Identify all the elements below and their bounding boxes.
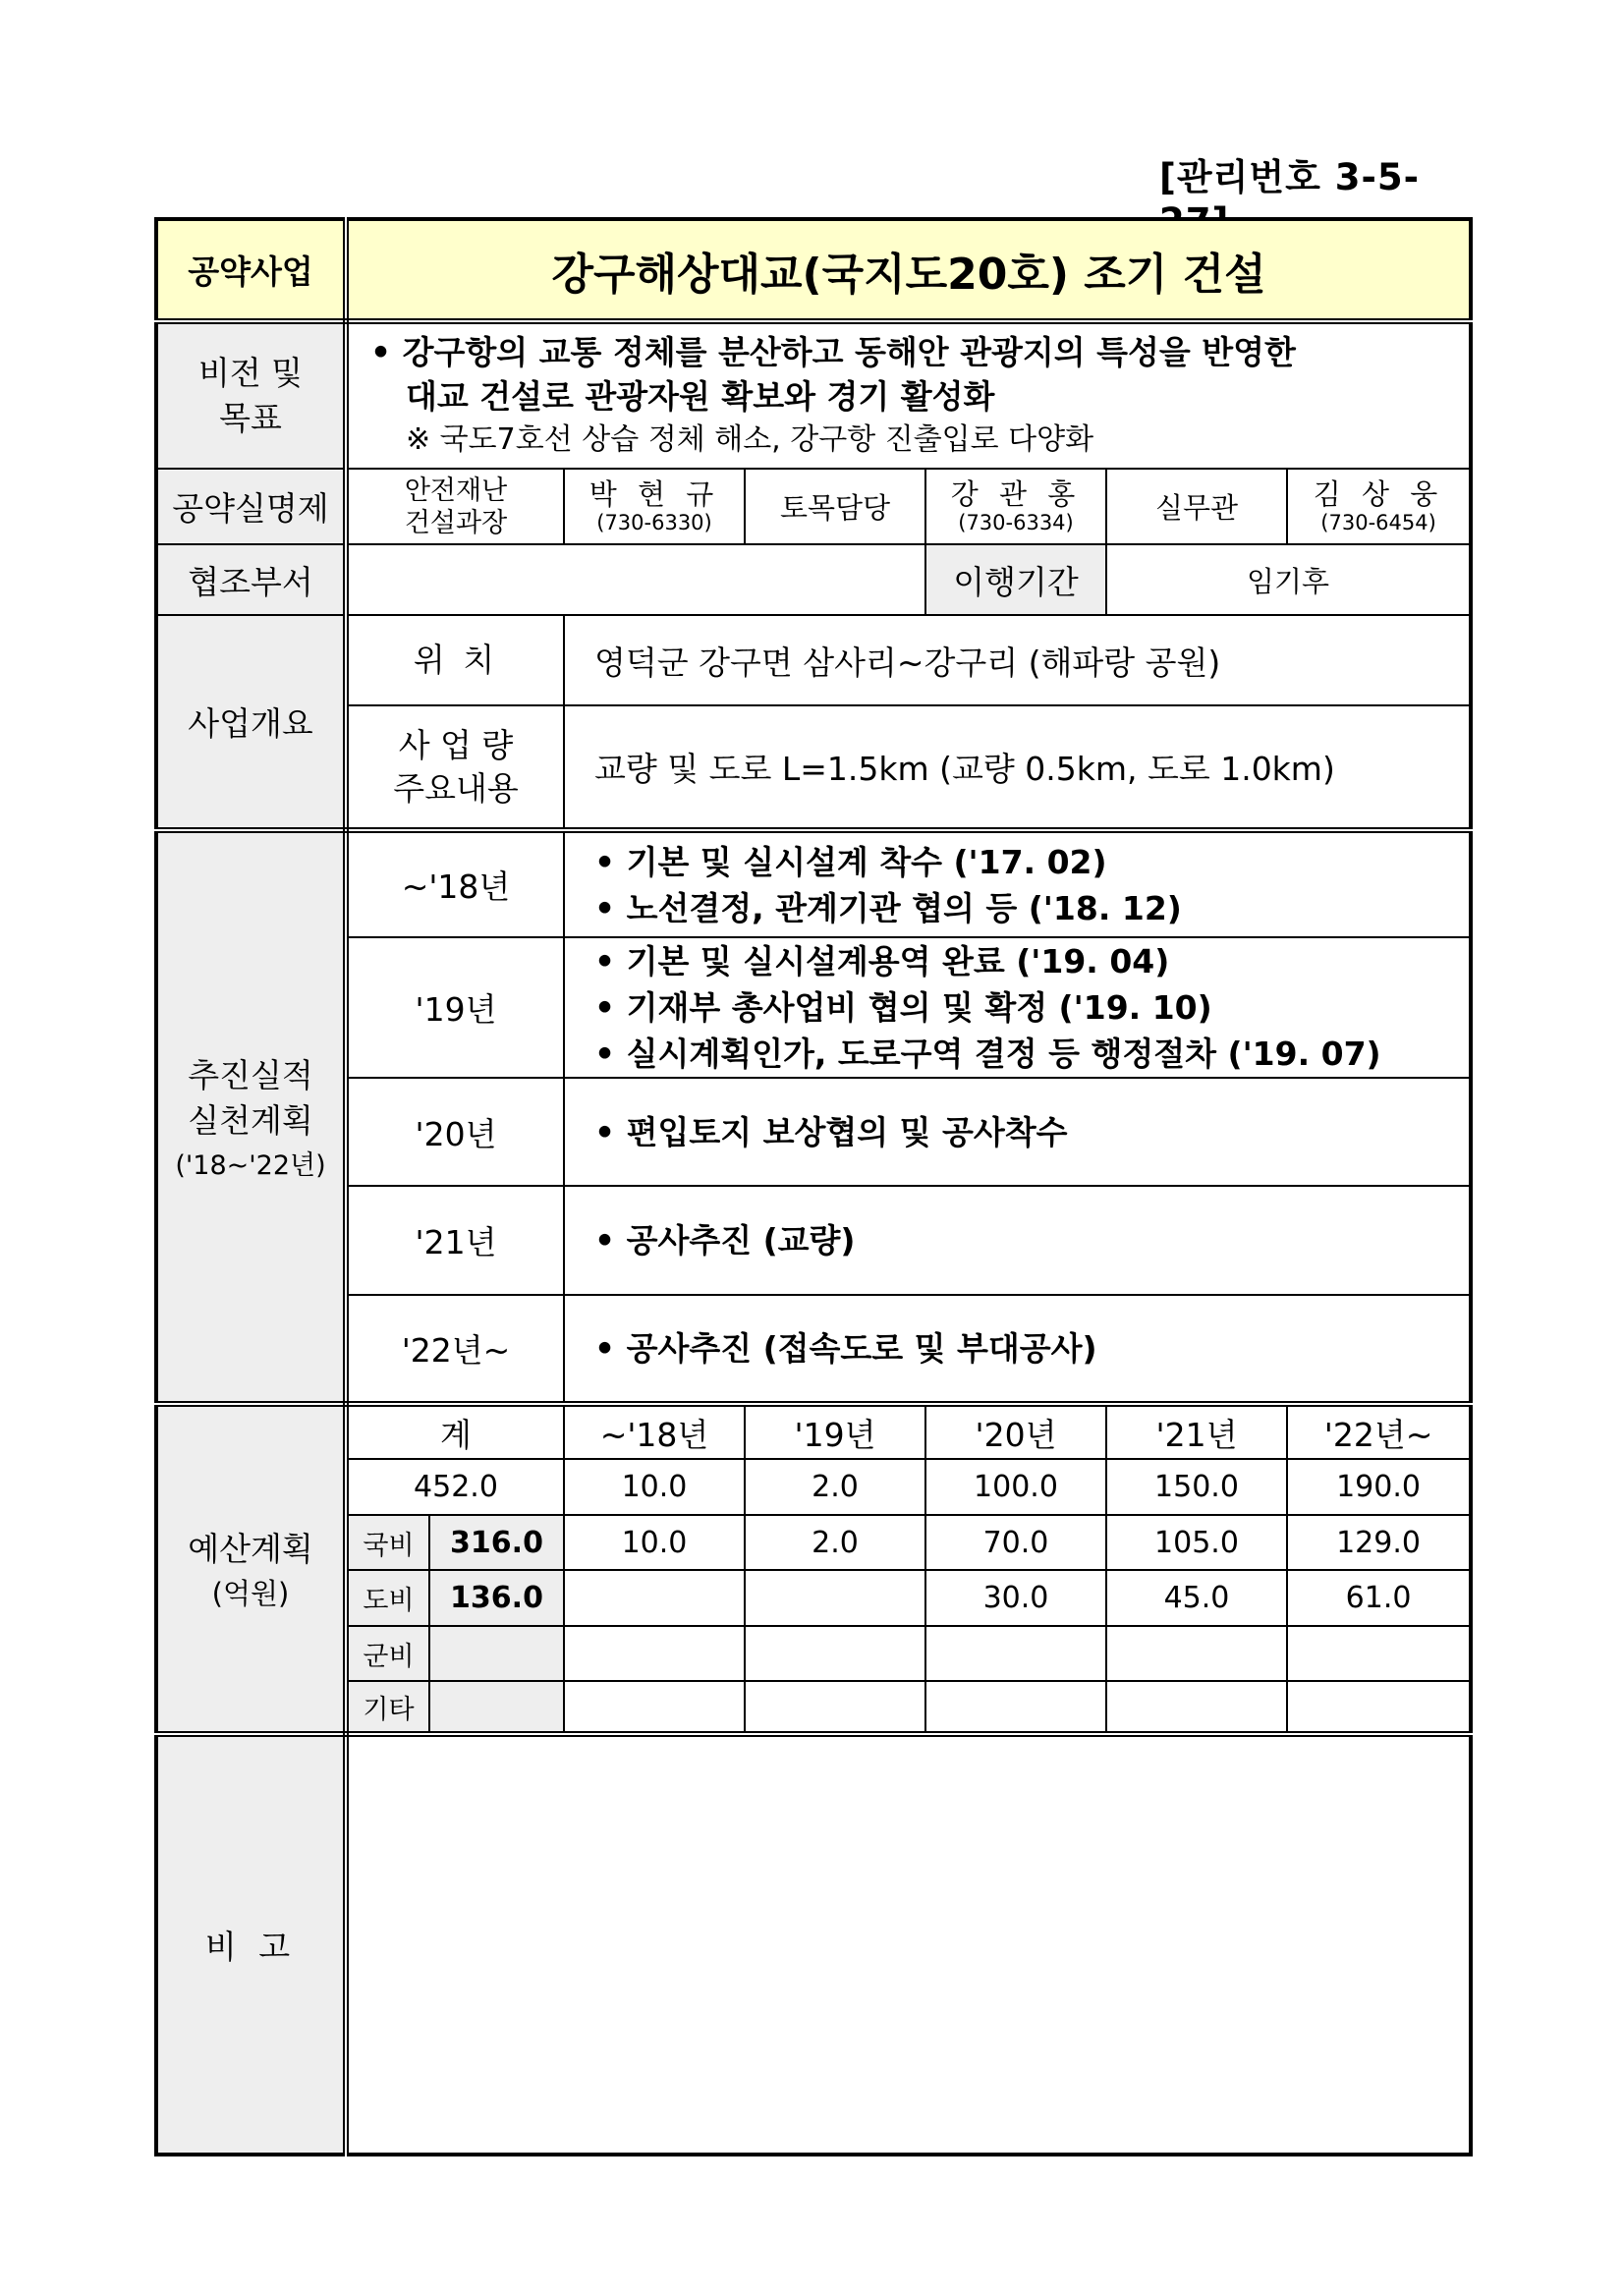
budget-cell: 70.0 (925, 1515, 1106, 1570)
person2-phone: (730-6334) (958, 510, 1074, 534)
person1-phone: (730-6330) (596, 510, 712, 534)
budget-total-cell: 100.0 (925, 1459, 1106, 1515)
budget-cell: 129.0 (1287, 1515, 1471, 1570)
budget-row-sum (429, 1681, 564, 1734)
cooperation-label: 협조부서 (156, 544, 346, 615)
progress-items-2022 (564, 1295, 1471, 1404)
budget-cell: 105.0 (1106, 1515, 1287, 1570)
remarks-value (346, 1734, 1471, 2155)
vision-bullet-line1: • 강구항의 교통 정체를 분산하고 동해안 관광지의 특성을 반영한 (370, 333, 1296, 371)
budget-cell (745, 1570, 925, 1626)
person2-cell (925, 469, 1106, 544)
person2-name: 강 관 홍 (950, 476, 1082, 511)
progress-year-2022: '22년~ (346, 1295, 564, 1404)
budget-total-sum: 452.0 (346, 1459, 564, 1515)
budget-header-total: 계 (346, 1404, 564, 1459)
progress-year-2020: '20년 (346, 1078, 564, 1186)
vision-note: ※ 국도7호선 상습 정체 해소, 강구항 진출입로 다양화 (406, 422, 1094, 457)
budget-row-sum (429, 1626, 564, 1681)
role2-cell: 토목담당 (745, 469, 925, 544)
plan-item: • 공사추진 (접속도로 및 부대공사) (594, 1329, 1097, 1368)
budget-cell (745, 1681, 925, 1734)
budget-label-sub: (억원) (211, 1576, 290, 1610)
progress-year-2018: ~'18년 (346, 830, 564, 937)
budget-cell (1106, 1626, 1287, 1681)
vision-content (346, 321, 1471, 469)
budget-cell (1287, 1626, 1471, 1681)
vision-bullet-line2: 대교 건설로 관광자원 확보와 경기 활성화 (406, 377, 995, 416)
progress-label: 추진실적 실천계획 (188, 1055, 313, 1140)
person3-cell (1287, 469, 1471, 544)
person1-cell (564, 469, 745, 544)
budget-header-year: '19년 (745, 1404, 925, 1459)
budget-total-cell: 2.0 (745, 1459, 925, 1515)
budget-cell (745, 1626, 925, 1681)
plan-item: • 편입토지 보상협의 및 공사착수 (594, 1112, 1068, 1151)
person3-name: 김 상 웅 (1313, 476, 1444, 511)
location-value: 영덕군 강구면 삼사리~강구리 (해파랑 공원) (564, 615, 1471, 705)
scope-label: 사 업 량 주요내용 (346, 705, 564, 830)
budget-cell (1106, 1681, 1287, 1734)
budget-header-year: '22년~ (1287, 1404, 1471, 1459)
responsible-department: 안전재난 건설과장 (346, 469, 564, 544)
progress-items-2020 (564, 1078, 1471, 1186)
person1-name: 박 현 규 (588, 476, 720, 511)
period-label: 이행기간 (925, 544, 1106, 615)
budget-cell (1287, 1681, 1471, 1734)
period-value: 임기후 (1106, 544, 1471, 615)
progress-year-2019: '19년 (346, 937, 564, 1078)
budget-cell (564, 1681, 745, 1734)
budget-cell: 30.0 (925, 1570, 1106, 1626)
budget-row-sum: 316.0 (429, 1515, 564, 1570)
progress-items-2021 (564, 1186, 1471, 1295)
budget-cell: 45.0 (1106, 1570, 1287, 1626)
cooperation-value (346, 544, 925, 615)
plan-item: • 공사추진 (교량) (594, 1221, 856, 1260)
overview-label: 사업개요 (156, 615, 346, 830)
budget-row-name: 군비 (346, 1626, 429, 1681)
budget-label: 예산계획 (188, 1529, 313, 1568)
progress-items-2019 (564, 937, 1471, 1078)
remarks-label: 비 고 (156, 1734, 346, 2155)
vision-label: 비전 및 목표 (156, 321, 346, 469)
budget-cell: 10.0 (564, 1515, 745, 1570)
budget-cell (925, 1626, 1106, 1681)
budget-header-year: ~'18년 (564, 1404, 745, 1459)
plan-item: • 노선결정, 관계기관 협의 등 ('18. 12) (594, 888, 1182, 927)
budget-header-year: '21년 (1106, 1404, 1287, 1459)
management-number: [관리번호 3-5- (1159, 156, 1420, 198)
plan-item: • 기본 및 실시설계 착수 ('17. 02) (594, 842, 1107, 881)
budget-label-cell (156, 1404, 346, 1734)
budget-row-sum: 136.0 (429, 1570, 564, 1626)
budget-row-name: 도비 (346, 1570, 429, 1626)
scope-value: 교량 및 도로 L=1.5km (교량 0.5km, 도로 1.0km) (564, 705, 1471, 830)
progress-year-2021: '21년 (346, 1186, 564, 1295)
pledge-title: 강구해상대교(국지도20호) 조기 건설 (346, 219, 1471, 321)
plan-item: • 기본 및 실시설계용역 완료 ('19. 04) (594, 942, 1170, 980)
progress-items-2018 (564, 830, 1471, 937)
budget-cell (564, 1570, 745, 1626)
budget-total-cell: 190.0 (1287, 1459, 1471, 1515)
pledge-label: 공약사업 (156, 219, 346, 321)
person3-phone: (730-6454) (1320, 510, 1436, 534)
pledge-document-table (154, 217, 1473, 2156)
budget-cell: 61.0 (1287, 1570, 1471, 1626)
role3-cell: 실무관 (1106, 469, 1287, 544)
budget-cell: 2.0 (745, 1515, 925, 1570)
plan-item: • 기재부 총사업비 협의 및 확정 ('19. 10) (594, 988, 1212, 1027)
location-label: 위 치 (346, 615, 564, 705)
budget-row-name: 기타 (346, 1681, 429, 1734)
plan-item: • 실시계획인가, 도로구역 결정 등 행정절차 ('19. 07) (594, 1035, 1381, 1073)
budget-cell (925, 1681, 1106, 1734)
progress-label-cell (156, 830, 346, 1404)
budget-total-cell: 10.0 (564, 1459, 745, 1515)
budget-header-year: '20년 (925, 1404, 1106, 1459)
progress-label-sub: ('18~'22년) (175, 1149, 326, 1181)
budget-row-name: 국비 (346, 1515, 429, 1570)
budget-cell (564, 1626, 745, 1681)
responsible-label: 공약실명제 (156, 469, 346, 544)
budget-total-cell: 150.0 (1106, 1459, 1287, 1515)
